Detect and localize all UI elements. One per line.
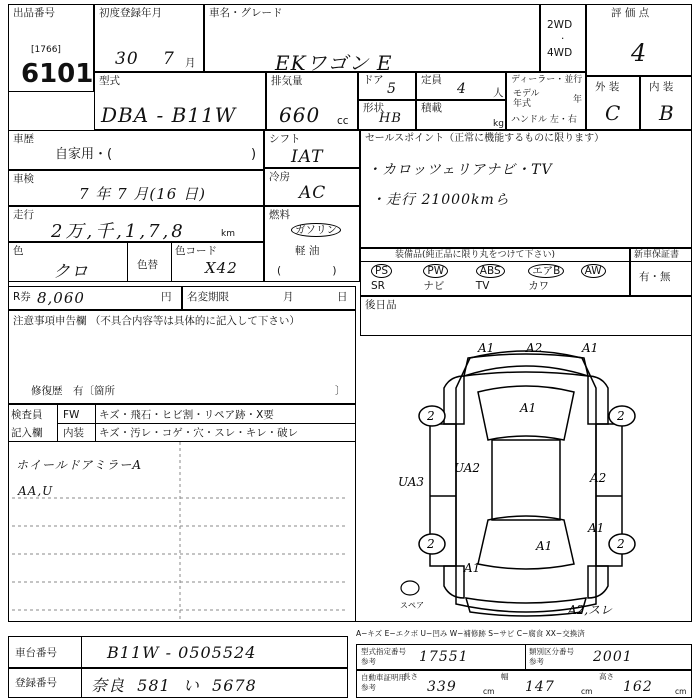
mileage-cell xyxy=(8,206,264,242)
inspection-cell xyxy=(8,170,264,206)
year-unit: 年 xyxy=(573,95,583,105)
name-change-month: 月 xyxy=(283,291,294,303)
car-name-cell xyxy=(204,4,540,75)
exterior-label: 外 装 xyxy=(595,81,620,93)
notes-cell xyxy=(8,310,356,404)
model-value: DBA - B11W xyxy=(101,103,237,127)
recycle-value: 8,060 xyxy=(37,289,85,307)
fuel-label: 燃料 xyxy=(269,209,290,221)
model-label: 型式 xyxy=(99,75,120,87)
yen-unit: 円 xyxy=(161,291,172,303)
exterior-cell xyxy=(586,76,640,130)
color-code-value: X42 xyxy=(205,259,238,277)
interior-inspect-label: 内装 xyxy=(63,427,84,439)
fw-divider xyxy=(95,405,96,441)
load-label: 積載 xyxy=(421,102,442,114)
length-label: 長さ xyxy=(403,672,418,681)
width-unit: cm xyxy=(581,687,593,696)
equip-item: PW xyxy=(423,264,448,278)
equip-line xyxy=(361,261,629,262)
history-close: ) xyxy=(251,147,257,162)
equip-item: カワ xyxy=(528,280,550,292)
spare-tire-label: スペア xyxy=(400,601,424,610)
interior-items: キズ・汚レ・コゲ・穴・スレ・キレ・破レ xyxy=(99,427,299,439)
door-cell xyxy=(358,72,416,100)
wheel-mark: 2 xyxy=(617,409,625,423)
name-change-cell xyxy=(182,286,356,310)
color-change-label: 色替 xyxy=(137,259,158,271)
handwritten-notes xyxy=(8,442,356,622)
door-value: 5 xyxy=(387,81,397,97)
cert-divider xyxy=(525,645,526,669)
equip-item: ABS xyxy=(476,264,505,278)
repair-label: 修復歴 有〔箇所 xyxy=(31,385,115,397)
damage-mark: A2,スレ xyxy=(568,603,613,617)
history-label: 車歴 xyxy=(13,133,34,145)
later-label: 後日品 xyxy=(365,299,397,311)
shift-label: シフト xyxy=(269,133,301,145)
score-value: 4 xyxy=(631,39,648,67)
fw-items: キズ・飛石・ヒビ割・リペア跡・X要 xyxy=(99,409,274,421)
recycle-cell xyxy=(8,286,182,310)
drive-2wd: 2WD xyxy=(547,19,573,31)
displacement-cell xyxy=(266,72,358,130)
inspector-label: 検査員 xyxy=(11,409,43,421)
door-label: ドア xyxy=(363,74,384,86)
spare-tire-icon xyxy=(401,581,419,595)
color-cell xyxy=(8,242,264,282)
first-reg-year: 30 xyxy=(115,49,139,69)
fuel-other: ( ) xyxy=(277,265,361,277)
damage-mark: A2 xyxy=(526,341,543,355)
inspection-value: 7 年 7 月(16 日) xyxy=(79,185,206,203)
fw-label: FW xyxy=(63,409,80,421)
damage-mark: A2 xyxy=(590,471,607,485)
lot-number: 6101 xyxy=(21,59,94,89)
shape-cell xyxy=(358,100,416,130)
registration-cell xyxy=(8,668,348,698)
length-value: 339 xyxy=(427,679,457,695)
height-unit: cm xyxy=(675,687,687,696)
handle-label: ハンドル 左・右 xyxy=(511,115,577,125)
interior-cell xyxy=(640,76,692,130)
first-registration-cell xyxy=(94,4,204,72)
lot-number-cell xyxy=(8,4,94,92)
wheel-mark: 2 xyxy=(427,537,435,551)
lot-code: [1766] xyxy=(31,45,61,55)
newcar-cell xyxy=(630,248,692,296)
car-name-label: 車名・グレード xyxy=(209,7,283,19)
sales-line-1: ・カロッツェリアナビ・TV xyxy=(367,162,553,178)
cert-cell xyxy=(356,644,692,670)
damage-mark: A1 xyxy=(582,341,599,355)
equip-item: エアB xyxy=(528,264,564,278)
mileage-unit: km xyxy=(221,229,235,239)
fuel-cell xyxy=(264,206,360,282)
exterior-value: C xyxy=(605,101,622,125)
equip-row-2 xyxy=(365,279,627,295)
equip-label: 装備品(純正品に限り丸をつけて下さい) xyxy=(395,250,556,260)
aircon-cell xyxy=(264,168,360,206)
equip-item: SR xyxy=(371,280,385,292)
sales-point-cell xyxy=(360,130,692,248)
regcert-label: 自動車証明用 参考 xyxy=(361,673,406,692)
fill-label: 記入欄 xyxy=(11,427,43,439)
drive-sep: · xyxy=(561,33,565,45)
history-cell xyxy=(8,130,264,170)
name-change-day: 日 xyxy=(337,291,348,303)
capacity-unit: 人 xyxy=(493,87,504,99)
wheel-mark: 2 xyxy=(427,409,435,423)
model-cell xyxy=(94,72,266,130)
interior-value: B xyxy=(659,101,675,125)
color-code-label: 色コード xyxy=(175,245,217,257)
fuel-petrol: ガソリン xyxy=(291,223,341,237)
chassis-divider xyxy=(81,637,82,667)
equip-item: TV xyxy=(475,280,490,292)
newcar-label: 新車保証書 xyxy=(634,250,680,260)
interior-label: 内 装 xyxy=(649,81,674,93)
notes-label: 注意事項申告欄 （不具合内容等は具体的に記入して下さい） xyxy=(13,315,300,327)
equip-item: PS xyxy=(371,264,392,278)
aircon-label: 冷房 xyxy=(269,171,290,183)
displacement-unit: cc xyxy=(337,115,349,127)
damage-mark: A1 xyxy=(536,539,553,553)
damage-mark: UA3 xyxy=(398,475,425,489)
cert-value: 17551 xyxy=(419,649,469,665)
damage-mark: UA2 xyxy=(454,461,481,475)
mileage-value: 2万,千,1,7,8 xyxy=(51,221,186,242)
shift-cell xyxy=(264,130,360,168)
lot-no-label: 出品番号 xyxy=(13,7,55,19)
damage-mark: A1 xyxy=(478,341,495,355)
reg-label: 登録番号 xyxy=(15,677,57,689)
class-value: 2001 xyxy=(593,649,633,665)
length-unit: cm xyxy=(483,687,495,696)
shape-value: HB xyxy=(379,111,402,126)
reg-divider xyxy=(81,669,82,697)
color-value: クロ xyxy=(53,262,89,282)
dimensions-cell xyxy=(356,670,692,698)
repair-close: 〕 xyxy=(335,385,346,397)
equip-row-1 xyxy=(365,263,627,279)
width-label: 幅 xyxy=(501,672,509,681)
capacity-cell xyxy=(416,72,506,100)
shift-value: IAT xyxy=(291,147,324,167)
history-value: 自家用・( xyxy=(55,147,113,162)
cert-label: 型式指定番号 参考 xyxy=(361,647,406,666)
handwritten-line-1: ホイールドアミラーA xyxy=(16,458,143,472)
width-value: 147 xyxy=(525,679,555,695)
damage-legend: A−キズ E−エクボ U−凹み W−補修跡 S−サビ C−腐食 XX−交換済 xyxy=(356,629,585,638)
equipment-cell xyxy=(360,248,630,296)
mileage-label: 走行 xyxy=(13,209,34,221)
capacity-value: 4 xyxy=(457,81,467,97)
dealer-label: ディーラー・並行 xyxy=(511,75,583,85)
color-code-divider xyxy=(171,243,172,281)
class-label: 類別区分番号 参考 xyxy=(529,647,574,666)
equip-item: ナビ xyxy=(423,280,445,292)
newcar-value: 有・無 xyxy=(639,271,671,283)
fuel-diesel: 軽 油 xyxy=(295,245,320,257)
reg-value: 奈良 581 い 5678 xyxy=(91,676,257,695)
shape-label: 形状 xyxy=(363,102,384,114)
notes-dashed-lines xyxy=(8,442,356,622)
displacement-value: 660 xyxy=(279,103,321,127)
equip-item: AW xyxy=(581,264,606,278)
first-reg-month: 7 xyxy=(163,49,175,69)
newcar-line xyxy=(631,261,691,262)
chassis-cell xyxy=(8,636,348,668)
handwritten-line-2: AA,U xyxy=(18,484,54,498)
inspector-cell xyxy=(8,404,356,442)
drive-cell xyxy=(540,4,586,72)
displacement-label: 排気量 xyxy=(271,75,303,87)
color-label: 色 xyxy=(13,245,24,257)
load-cell xyxy=(416,100,506,130)
capacity-label: 定員 xyxy=(421,74,442,86)
score-cell xyxy=(586,4,692,76)
damage-mark: A1 xyxy=(588,521,605,535)
color-divider xyxy=(127,243,128,281)
later-items-cell xyxy=(360,296,692,336)
first-reg-label: 初度登録年月 xyxy=(99,7,162,19)
inspector-row-line xyxy=(57,423,355,424)
height-value: 162 xyxy=(623,679,653,695)
damage-mark: A1 xyxy=(464,561,481,575)
car-name-value: EKワゴン E xyxy=(275,51,393,75)
damage-mark: A1 xyxy=(520,401,537,415)
recycle-label: R券 xyxy=(13,291,31,303)
chassis-label: 車台番号 xyxy=(15,647,57,659)
chassis-value: B11W - 0505524 xyxy=(107,643,257,662)
inspection-label: 車検 xyxy=(13,173,34,185)
dealer-cell xyxy=(506,72,586,130)
model-year-label: モデル 年式 xyxy=(513,89,540,109)
load-unit: kg xyxy=(493,119,504,129)
month-unit: 月 xyxy=(185,57,196,69)
wheel-mark: 2 xyxy=(617,537,625,551)
height-label: 高さ xyxy=(599,672,614,681)
name-change-label: 名変期限 xyxy=(187,291,229,303)
car-diagram xyxy=(360,336,692,622)
sales-line-2: ・走行 21000kmら xyxy=(371,192,510,208)
drive-4wd: 4WD xyxy=(547,47,573,59)
sales-label: セールスポイント（正常に機能するものに限ります） xyxy=(365,133,605,144)
score-label: 評 価 点 xyxy=(611,7,650,19)
aircon-value: AC xyxy=(299,183,327,203)
